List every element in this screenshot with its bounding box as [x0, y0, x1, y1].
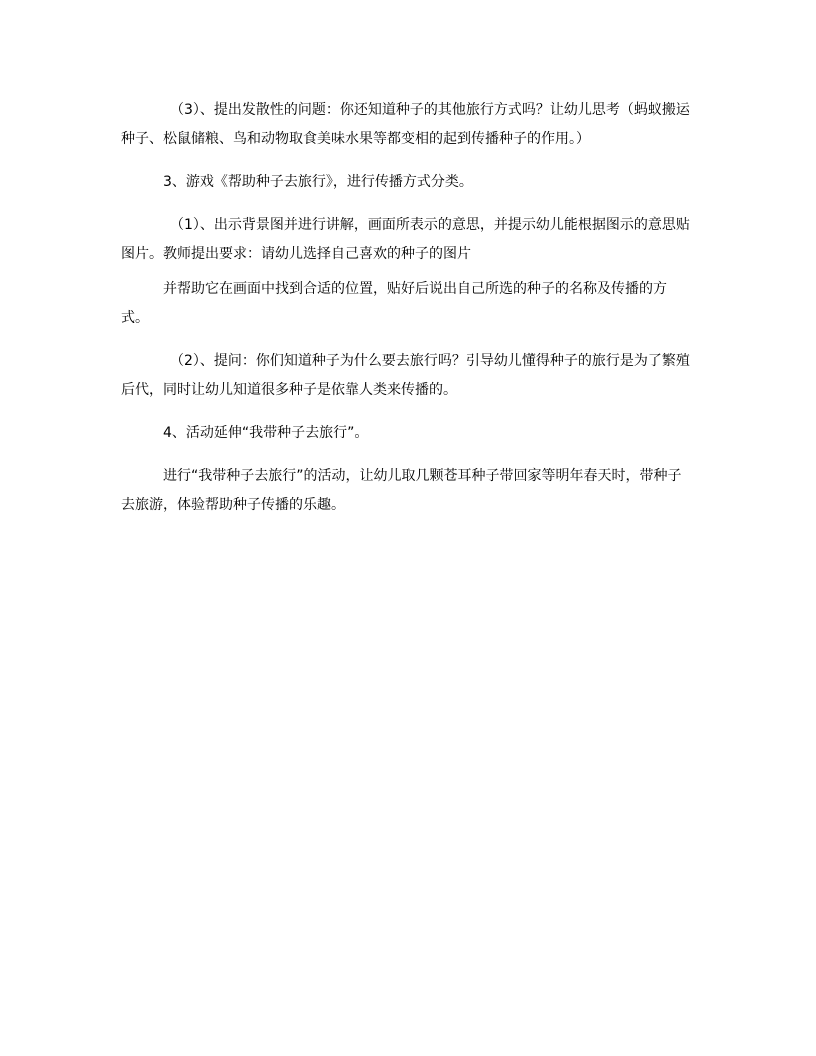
paragraph-extension-detail: 进行“我带种子去旅行”的活动，让幼儿取几颗苍耳种子带回家等明年春天时，带种子去旅游，体验帮助种子传播的乐趣。 — [121, 468, 682, 513]
paragraph-game-heading: 3、游戏《帮助种子去旅行》，进行传播方式分类。 — [163, 174, 473, 190]
paragraph-2-question: （2）、提问：你们知道种子为什么要去旅行吗？引导幼儿懂得种子的旅行是为了繁殖后代，同时让幼儿知道很多种子是依靠人类来传播的。 — [121, 353, 690, 398]
paragraph-help-find-position: 并帮助它在画面中找到合适的位置，贴好后说出自己所选的种子的名称及传播的方式。 — [121, 281, 667, 326]
paragraph-3-divergent-question: （3）、提出发散性的问题：你还知道种子的其他旅行方式吗？让幼儿思考（蚂蚁搬运种子、松鼠储粮、鸟和动物取食美味水果等都变相的起到传播种子的作用。） — [121, 102, 690, 147]
paragraph-1-background-image: （1）、出示背景图并进行讲解，画面所表示的意思，并提示幼儿能根据图示的意思贴图片。教师提出要求：请幼儿选择自己喜欢的种子的图片 — [121, 217, 690, 262]
document-body — [121, 96, 691, 534]
paragraph-activity-extension: 4、活动延伸“我带种子去旅行”。 — [163, 425, 369, 441]
